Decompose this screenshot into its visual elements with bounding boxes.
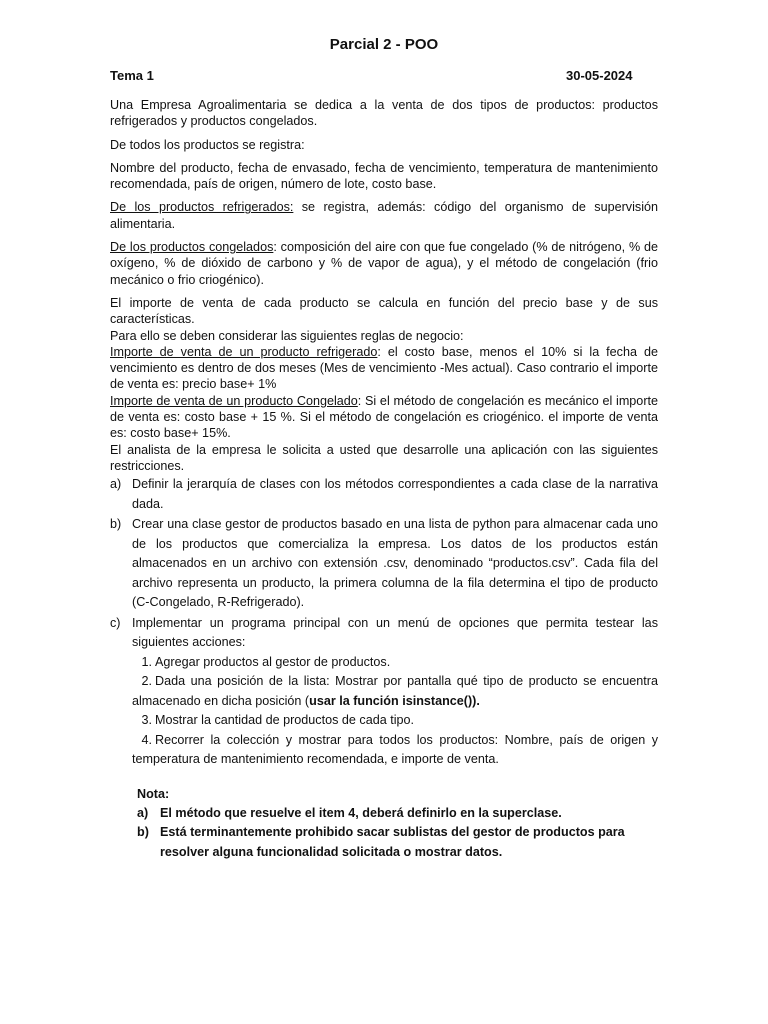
- congelados-paragraph: [110, 239, 658, 288]
- refrigerados-label: De los productos refrigerados:: [110, 200, 294, 215]
- registro-fields: Nombre del producto, fecha de envasado, fecha de vencimiento, temperatura de mantenimiento recomendada, país de origen, número de lote, costo base.: [110, 160, 658, 192]
- regla-refrigerado-text: : el costo base, menos el 10% si la fecha de vencimiento es dentro de dos meses (Mes de vencimiento -Mes actual). Caso contrario el importe de venta es: precio base+ 1%: [110, 344, 658, 392]
- action-number: 1.: [141, 654, 152, 669]
- reglas-intro: Para ello se deben considerar las siguientes reglas de negocio:: [110, 328, 464, 343]
- requirement-item: [110, 614, 658, 653]
- action-bold-text: usar la función isinstance()).: [309, 693, 480, 708]
- refrigerados-text: se registra, además: código del organismo de supervisión alimentaria.: [110, 200, 659, 231]
- document-title: Parcial 2 - POO: [329, 36, 439, 53]
- note-text: Está terminantemente prohibido sacar sublistas del gestor de productos para resolver alguna funcionalidad solicitada o mostrar datos.: [160, 825, 625, 859]
- congelados-text: : composición del aire con que fue congelado (% de nitrógeno, % de oxígeno, % de dióxido de carbono y % de vapor de agua), y el método de congelación (frio mecánico o frio criogénico).: [110, 240, 659, 287]
- requirement-marker: a): [110, 477, 122, 492]
- action-text: Mostrar la cantidad de productos de cada tipo.: [155, 713, 415, 728]
- note-title: Nota:: [137, 786, 170, 801]
- action-text: Dada una posición de la lista: Mostrar por pantalla qué tipo de producto se encuentra almacenado en dicha posición (: [132, 674, 658, 708]
- note-item: [137, 804, 658, 824]
- requirement-text: Implementar un programa principal con un menú de opciones que permita testear las siguientes acciones:: [132, 615, 658, 650]
- requirement-text: Definir la jerarquía de clases con los métodos correspondientes a cada clase de la narrativa dada.: [132, 477, 658, 511]
- regla-congelado-label: Importe de venta de un producto Congelado: [110, 393, 358, 408]
- intro-paragraph: Una Empresa Agroalimentaria se dedica a la venta de dos tipos de productos: productos refrigerados y productos congelados.: [110, 98, 658, 129]
- refrigerados-paragraph: [110, 199, 658, 232]
- requirement-text: Crear una clase gestor de productos basado en una lista de python para almacenar cada uno de los productos que comercializa la empresa. Los datos de los productos están almacenados en un archivo con extensión .csv, denominado “productos.csv”. Cada fila del archivo representa un producto, la primera columna de la fila determina el tipo de producto (C-Congelado, R-Refrigerado).: [132, 517, 658, 610]
- importe-intro: El importe de venta de cada producto se calcula en función del precio base y de sus características.: [110, 295, 658, 327]
- requirements-list: [110, 475, 658, 653]
- regla-refrigerado: [110, 344, 658, 393]
- tema-label: Tema 1: [110, 68, 154, 83]
- document-body: [110, 97, 658, 862]
- note-section: [110, 784, 658, 863]
- note-marker: b): [137, 825, 149, 840]
- action-number: 2.: [141, 674, 152, 689]
- actions-list: [110, 653, 658, 770]
- requirement-item: [110, 515, 658, 613]
- action-text: Recorrer la colección y mostrar para todos los productos: Nombre, país de origen y temperatura de mantenimiento recomendada, e importe de venta.: [132, 732, 658, 767]
- requirement-marker: b): [110, 517, 122, 532]
- action-number: 3.: [141, 713, 152, 728]
- regla-refrigerado-label: Importe de venta de un producto refrigerado: [110, 344, 378, 359]
- requirement-marker: c): [110, 615, 121, 630]
- action-item: [110, 711, 658, 731]
- note-text: El método que resuelve el item 4, deberá definirlo en la superclase.: [160, 805, 562, 820]
- action-text: Agregar productos al gestor de productos.: [155, 654, 391, 669]
- requirement-item: [110, 475, 658, 514]
- action-item: [110, 731, 658, 770]
- action-item: [110, 653, 658, 673]
- exam-date: 30-05-2024: [566, 68, 633, 83]
- note-item: [137, 823, 658, 862]
- note-marker: a): [137, 805, 149, 820]
- analista-paragraph: El analista de la empresa le solicita a usted que desarrolle una aplicación con las siguientes restricciones.: [110, 442, 658, 473]
- action-item: [110, 672, 658, 711]
- regla-congelado-text: : Si el método de congelación es mecánico el importe de venta es: costo base + 15 %. Si el método de congelación es criogénico. el importe de venta es: costo base+ 15%.: [110, 393, 659, 441]
- congelados-label: De los productos congelados: [110, 240, 274, 255]
- regla-congelado: [110, 393, 658, 442]
- action-number: 4.: [141, 732, 152, 747]
- registro-title: De todos los productos se registra:: [110, 137, 305, 152]
